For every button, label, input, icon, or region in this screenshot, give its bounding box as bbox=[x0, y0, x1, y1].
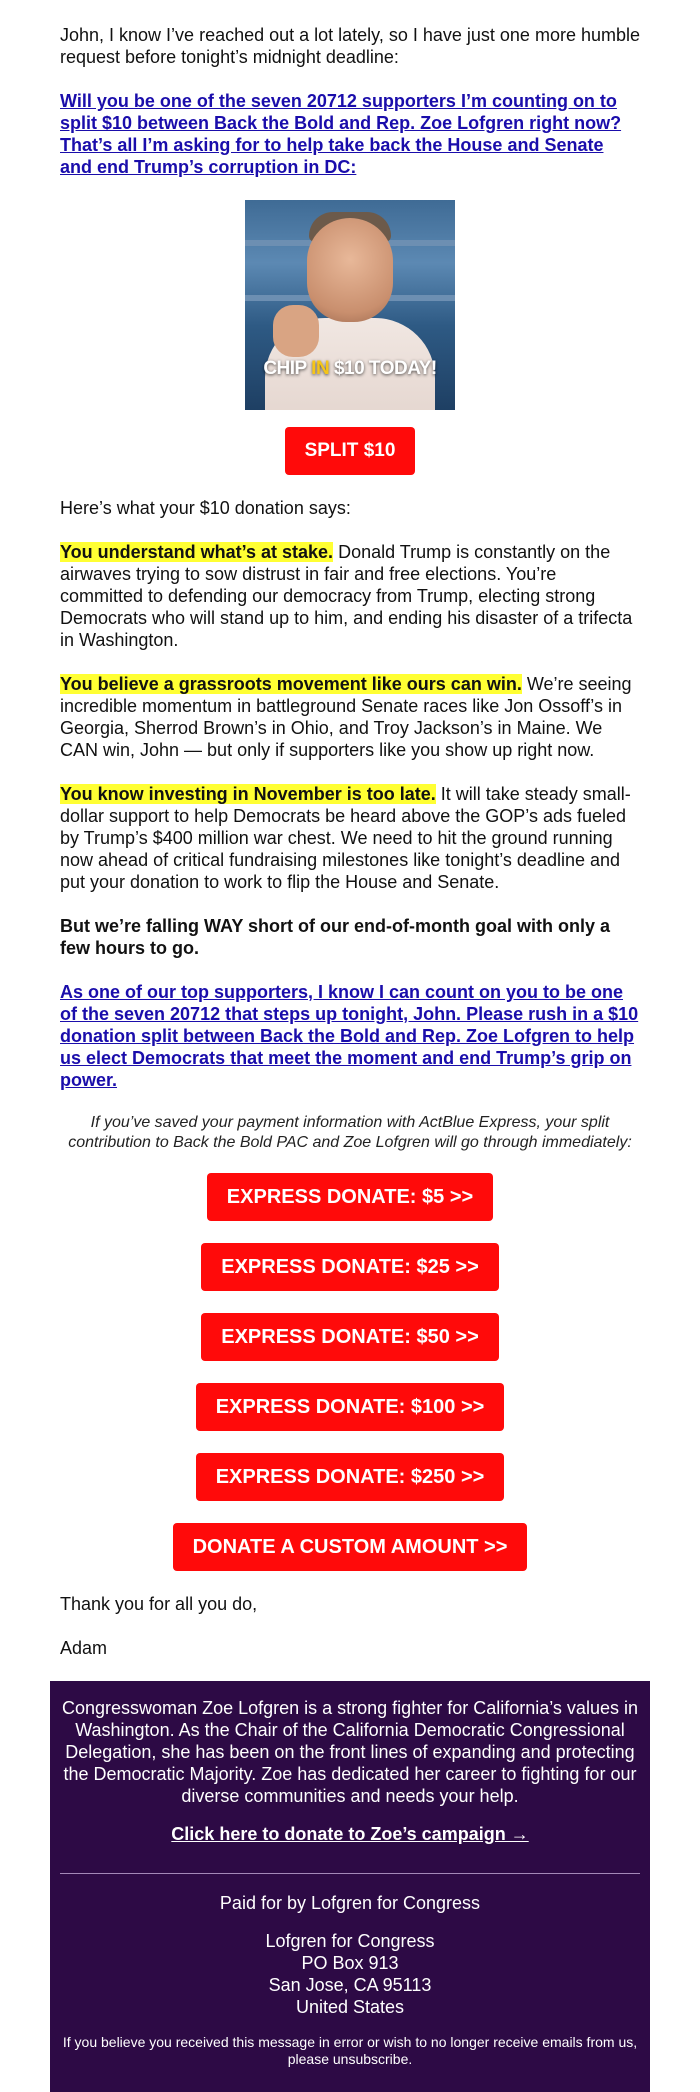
ask-link[interactable]: Will you be one of the seven 20712 supporters I’m counting on to split $10 between Back the Bold and Rep. Zoe Lofgren right now? That’s all I’m asking for to help take back the House and Senate and end Trump’s corruption in DC: bbox=[60, 91, 622, 177]
person-face bbox=[307, 218, 393, 322]
address-line: San Jose, CA 95113 bbox=[268, 1975, 432, 1995]
point-paragraph bbox=[60, 541, 640, 651]
goal-warning: But we’re falling WAY short of our end-of-month goal with only a few hours to go. bbox=[60, 916, 611, 958]
express-donate-5-button[interactable]: EXPRESS DONATE: $5 >> bbox=[207, 1173, 493, 1221]
caption-pre: CHIP bbox=[263, 358, 312, 379]
image-caption bbox=[245, 358, 455, 380]
footer-bio: Congresswoman Zoe Lofgren is a strong fighter for California’s values in Washington. As the Chair of the California Democratic Congressional Delegation, she has been on the front lines of expanding and protecting the Democratic Majority. Zoe has dedicated her career to fighting for our diverse communities and needs your help. bbox=[62, 1698, 638, 1806]
point-paragraph bbox=[60, 673, 640, 761]
express-donate-250-button[interactable]: EXPRESS DONATE: $250 >> bbox=[196, 1453, 505, 1501]
point-highlight: You believe a grassroots movement like ours can win. bbox=[60, 674, 522, 694]
donation-says-text: Here’s what your $10 donation says: bbox=[60, 498, 351, 518]
split-button[interactable]: SPLIT $10 bbox=[285, 427, 416, 475]
footer-divider bbox=[60, 1873, 640, 1874]
point-highlight: You know investing in November is too late. bbox=[60, 784, 436, 804]
point-text: It will take steady small-dollar support to help Democrats be heard above the GOP’s ads fueled by Trump’s $400 million war chest. We need to hit the ground running now ahead of critical fundraising milestones like tonight’s deadline and put your donation to work to flip the House and Senate. bbox=[60, 784, 631, 892]
person-hand bbox=[273, 305, 319, 357]
donate-button-list bbox=[60, 1173, 640, 1593]
intro-text: John, I know I’ve reached out a lot lately, so I have just one more humble request before tonight’s midnight deadline: bbox=[60, 25, 640, 67]
point-highlight: You understand what’s at stake. bbox=[60, 542, 334, 562]
express-donate-100-button[interactable]: EXPRESS DONATE: $100 >> bbox=[196, 1383, 505, 1431]
express-donate-25-button[interactable]: EXPRESS DONATE: $25 >> bbox=[201, 1243, 499, 1291]
rush-link[interactable]: As one of our top supporters, I know I can count on you to be one of the seven 20712 that steps up tonight, John. Please rush in a $10 donation split between Back the Bold and Rep. Zoe Lofgren to help us elect Democrats that meet the moment and end Trump’s grip on power. bbox=[60, 982, 639, 1090]
signature: Adam bbox=[60, 1638, 108, 1658]
address-line: Lofgren for Congress bbox=[265, 1931, 435, 1951]
caption-post: $10 TODAY! bbox=[329, 358, 437, 379]
point-text: Donald Trump is constantly on the airwaves trying to sow distrust in fair and free elections. You’re committed to defending our democracy from Trump, electing strong Democrats who will stand up to him, and ending his disaster of a trifecta in Washington. bbox=[60, 542, 633, 650]
custom-amount-button[interactable]: DONATE A CUSTOM AMOUNT >> bbox=[173, 1523, 528, 1571]
express-donate-50-button[interactable]: EXPRESS DONATE: $50 >> bbox=[201, 1313, 499, 1361]
hero-image[interactable] bbox=[245, 200, 455, 410]
address-line: PO Box 913 bbox=[301, 1953, 399, 1973]
mailing-address bbox=[60, 1930, 640, 2018]
footer-donate-link[interactable]: Click here to donate to Zoe’s campaign → bbox=[171, 1824, 529, 1844]
point-paragraph bbox=[60, 783, 640, 893]
thanks-text: Thank you for all you do, bbox=[60, 1594, 258, 1614]
caption-in: IN bbox=[311, 358, 330, 379]
footer bbox=[50, 1681, 650, 2092]
paid-for: Paid for by Lofgren for Congress bbox=[219, 1893, 481, 1913]
unsubscribe-text[interactable]: If you believe you received this message in error or wish to no longer receive emails from us, please unsubscribe. bbox=[62, 2034, 638, 2067]
point-text: We’re seeing incredible momentum in battleground Senate races like Jon Ossoff’s in Georgia, Sherrod Brown’s in Ohio, and Troy Jackson’s in Maine. We CAN win, John — but only if supporters like you show up right now. bbox=[60, 674, 632, 760]
express-note: If you’ve saved your payment information with ActBlue Express, your split contribution to Back the Bold PAC and Zoe Lofgren will go through immediately: bbox=[68, 1114, 632, 1151]
address-line: United States bbox=[295, 1997, 405, 2017]
hero-image-wrap bbox=[60, 200, 640, 415]
